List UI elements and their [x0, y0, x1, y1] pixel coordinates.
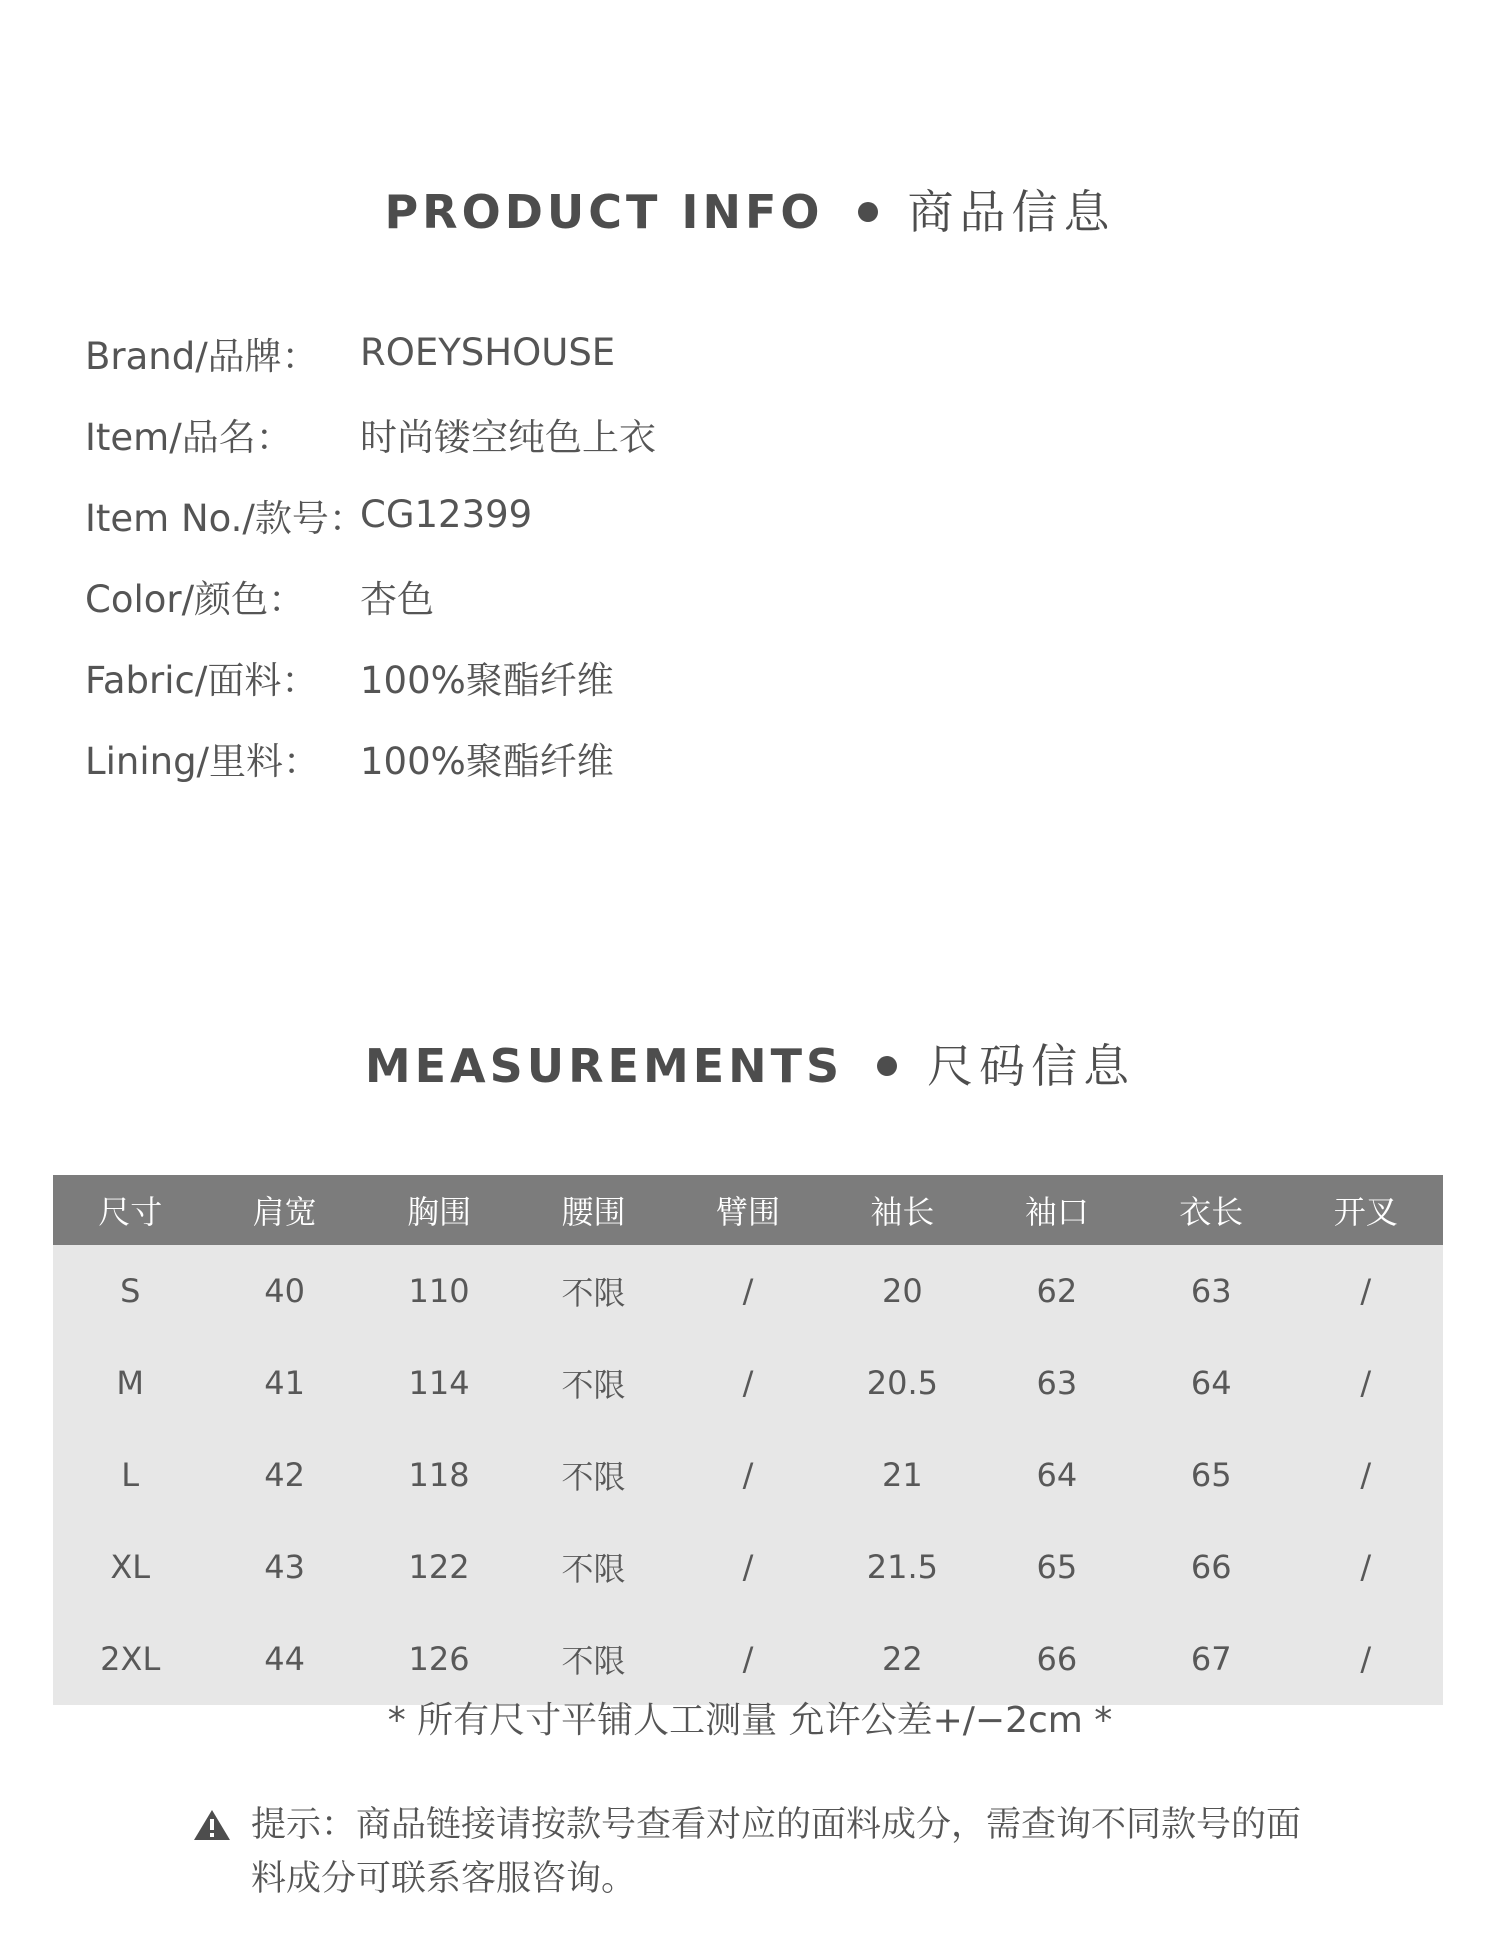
tip-block — [195, 1798, 1335, 1906]
table-cell: XL — [53, 1521, 207, 1613]
table-cell: / — [1289, 1521, 1444, 1613]
tip-text: 提示：商品链接请按款号查看对应的面料成分，需查询不同款号的面料成分可联系客服咨询。 — [251, 1805, 1302, 1899]
size-table — [53, 1175, 1443, 1705]
measurements-title-en: MEASUREMENTS — [364, 1039, 844, 1093]
table-cell: 66 — [1134, 1521, 1288, 1613]
info-row-item — [85, 393, 985, 474]
table-cell: 43 — [207, 1521, 361, 1613]
table-cell: 66 — [980, 1613, 1134, 1705]
header-cell: 开叉 — [1289, 1175, 1444, 1245]
title-bullet-icon — [877, 1056, 897, 1076]
table-cell: / — [1289, 1429, 1444, 1521]
info-row-item-no — [85, 474, 985, 555]
info-value: 时尚镂空纯色上衣 — [360, 415, 656, 459]
table-row — [53, 1429, 1443, 1521]
table-row — [53, 1245, 1443, 1337]
table-cell: 40 — [207, 1245, 361, 1337]
table-cell: / — [671, 1429, 825, 1521]
table-row — [53, 1521, 1443, 1613]
table-cell: 2XL — [53, 1613, 207, 1705]
table-cell: M — [53, 1337, 207, 1429]
warning-icon — [193, 1808, 231, 1842]
table-cell: 44 — [207, 1613, 361, 1705]
product-info-title — [0, 176, 1500, 242]
table-cell: S — [53, 1245, 207, 1337]
info-row-fabric — [85, 636, 985, 717]
table-cell: 64 — [1134, 1337, 1288, 1429]
header-cell: 胸围 — [362, 1175, 516, 1245]
header-cell: 袖口 — [980, 1175, 1134, 1245]
table-cell: / — [671, 1613, 825, 1705]
table-cell: 41 — [207, 1337, 361, 1429]
table-cell: 不限 — [516, 1429, 670, 1521]
table-cell: 63 — [1134, 1245, 1288, 1337]
info-label: Item No./款号： — [85, 496, 366, 540]
table-cell: 21 — [825, 1429, 979, 1521]
product-info-title-zh: 商品信息 — [907, 185, 1116, 239]
table-cell: 114 — [362, 1337, 516, 1429]
size-table-header-row — [53, 1175, 1443, 1245]
table-cell: 20 — [825, 1245, 979, 1337]
table-cell: / — [1289, 1245, 1444, 1337]
info-label: Brand/品牌： — [85, 334, 319, 378]
info-value: 100%聚酯纤维 — [360, 739, 614, 783]
table-row — [53, 1337, 1443, 1429]
info-label: Color/颜色： — [85, 577, 306, 621]
table-cell: / — [671, 1245, 825, 1337]
header-cell: 尺寸 — [53, 1175, 207, 1245]
header-cell: 臂围 — [671, 1175, 825, 1245]
product-info-title-en: PRODUCT INFO — [384, 185, 824, 239]
table-cell: 65 — [1134, 1429, 1288, 1521]
table-cell: 64 — [980, 1429, 1134, 1521]
table-cell: 65 — [980, 1521, 1134, 1613]
info-label: Item/品名： — [85, 415, 293, 459]
table-cell: 62 — [980, 1245, 1134, 1337]
table-cell: / — [671, 1521, 825, 1613]
header-cell: 腰围 — [516, 1175, 670, 1245]
table-cell: / — [1289, 1613, 1444, 1705]
table-cell: 67 — [1134, 1613, 1288, 1705]
table-cell: 不限 — [516, 1613, 670, 1705]
header-cell: 衣长 — [1134, 1175, 1288, 1245]
table-cell: 118 — [362, 1429, 516, 1521]
table-cell: 不限 — [516, 1337, 670, 1429]
table-cell: / — [1289, 1337, 1444, 1429]
info-row-color — [85, 555, 985, 636]
table-cell: 22 — [825, 1613, 979, 1705]
table-cell: 110 — [362, 1245, 516, 1337]
info-label: Lining/里料： — [85, 739, 321, 783]
product-info-list — [85, 312, 985, 798]
table-cell: 63 — [980, 1337, 1134, 1429]
measurement-note: * 所有尺寸平铺人工测量 允许公差+/−2cm * — [387, 1700, 1113, 1741]
table-cell: / — [671, 1337, 825, 1429]
info-value: ROEYSHOUSE — [360, 331, 616, 374]
table-cell: 122 — [362, 1521, 516, 1613]
header-cell: 袖长 — [825, 1175, 979, 1245]
info-value: 杏色 — [360, 577, 434, 621]
info-value: CG12399 — [360, 493, 533, 536]
table-cell: 20.5 — [825, 1337, 979, 1429]
table-cell: 不限 — [516, 1521, 670, 1613]
info-label: Fabric/面料： — [85, 658, 319, 702]
table-cell: 126 — [362, 1613, 516, 1705]
table-cell: 不限 — [516, 1245, 670, 1337]
table-cell: L — [53, 1429, 207, 1521]
table-cell: 42 — [207, 1429, 361, 1521]
info-row-lining — [85, 717, 985, 798]
table-cell: 21.5 — [825, 1521, 979, 1613]
info-value: 100%聚酯纤维 — [360, 658, 614, 702]
title-bullet-icon — [858, 202, 878, 222]
header-cell: 肩宽 — [207, 1175, 361, 1245]
measurements-title — [0, 1030, 1500, 1096]
measurements-title-zh: 尺码信息 — [927, 1039, 1136, 1093]
info-row-brand — [85, 312, 985, 393]
